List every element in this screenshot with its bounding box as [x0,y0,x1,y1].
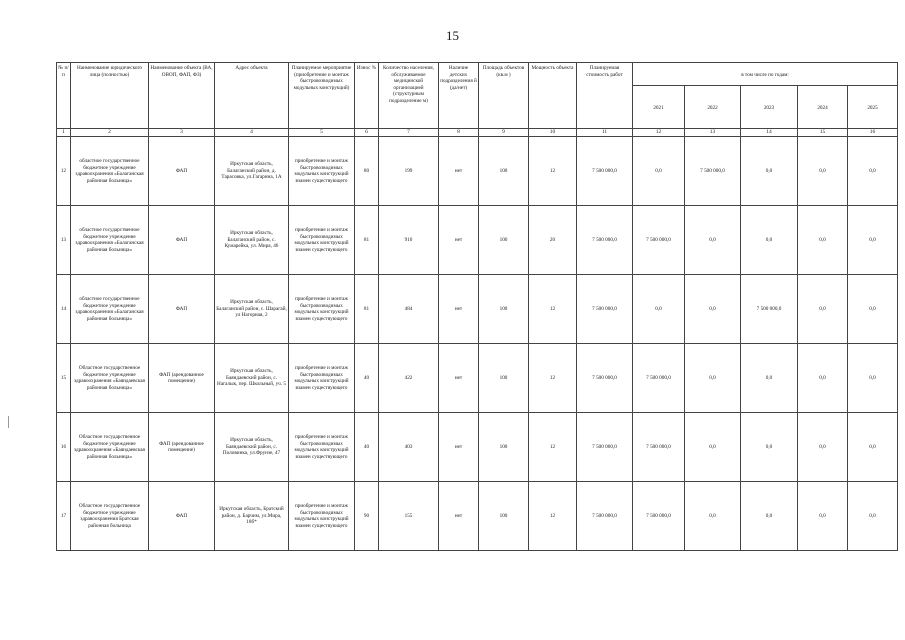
header-legal-entity: Наименование юридического лица (полностью) [71,63,149,129]
row-year-2022: 0,0 [685,206,741,275]
column-number: 7 [379,129,439,137]
row-object-name: ФАП [149,137,215,206]
row-planned-event: приобретение и монтаж быстровозводимых модульных конструкций взамен существующего [289,137,355,206]
row-capacity: 12 [529,413,577,482]
row-address: Иркутская область, Балаганский район, д. Тарасовка, ул.Гагарина, 1А [215,137,289,206]
header-year-2021: 2021 [633,86,685,129]
row-legal-entity: областное государственное бюджетное учреждение здравоохранения «Балаганская районная больница» [71,206,149,275]
margin-mark [8,416,9,428]
row-year-2023: 0,0 [741,413,798,482]
row-population: 155 [379,482,439,551]
row-cost: 7 500 000,0 [577,413,633,482]
column-number: 16 [848,129,898,137]
row-year-2021: 0,0 [633,137,685,206]
table-row [57,482,898,551]
row-population: 403 [379,413,439,482]
row-address: Иркутская область, Баяндаевский район, с. Половинка, ул.Фрунзе, 47 [215,413,289,482]
row-wear: 80 [355,137,379,206]
row-wear: 40 [355,344,379,413]
row-year-2024: 0,0 [798,413,848,482]
row-year-2024: 0,0 [798,482,848,551]
row-cost: 7 500 000,0 [577,344,633,413]
column-number: 15 [798,129,848,137]
row-area: 100 [479,206,529,275]
row-num: 14 [57,275,71,344]
header-population: Количество населения, обслуживаемое медицинской организацией (структурным подразделение м) [379,63,439,129]
row-address: Иркутская область, Баяндаевский район, с. Нагалык, пер. Школьный, уч. 5 [215,344,289,413]
row-year-2021: 7 500 000,0 [633,482,685,551]
row-object-name: ФАП (арендованное помещение) [149,344,215,413]
header-address: Адрес объекта [215,63,289,129]
row-year-2022: 0,0 [685,344,741,413]
row-area: 100 [479,413,529,482]
row-num: 15 [57,344,71,413]
header-object-name: Наименование объекта (ВА, ОВОП, ФАП, ФЗ) [149,63,215,129]
row-num: 13 [57,206,71,275]
row-population: 199 [379,137,439,206]
row-area: 100 [479,275,529,344]
column-number: 13 [685,129,741,137]
row-year-2023: 0,0 [741,344,798,413]
row-year-2023: 0,0 [741,137,798,206]
row-children: нет [439,344,479,413]
row-year-2024: 0,0 [798,137,848,206]
row-planned-event: приобретение и монтаж быстровозводимых модульных конструкций взамен существующего [289,275,355,344]
column-number: 3 [149,129,215,137]
row-year-2022: 7 500 000,0 [685,137,741,206]
row-year-2024: 0,0 [798,275,848,344]
row-capacity: 12 [529,137,577,206]
row-year-2025: 0,0 [848,482,898,551]
row-year-2022: 0,0 [685,275,741,344]
row-area: 100 [479,344,529,413]
header-by-years: в том числе по годам: [633,63,898,86]
table-row [57,137,898,206]
row-object-name: ФАП [149,275,215,344]
row-planned-event: приобретение и монтаж быстровозводимых модульных конструкций взамен существующего [289,413,355,482]
header-capacity: Мощность объекта [529,63,577,129]
row-year-2023: 0,0 [741,206,798,275]
table-row [57,206,898,275]
column-number: 2 [71,129,149,137]
row-object-name: ФАП (арендованное помещение) [149,413,215,482]
row-num: 17 [57,482,71,551]
row-population: 484 [379,275,439,344]
row-cost: 7 500 000,0 [577,206,633,275]
row-num: 16 [57,413,71,482]
header-wear: Износ % [355,63,379,129]
row-population: 422 [379,344,439,413]
document-sheet [56,62,878,551]
column-numbers-row [57,129,898,137]
table-row [57,413,898,482]
column-number: 12 [633,129,685,137]
row-capacity: 12 [529,344,577,413]
row-children: нет [439,137,479,206]
row-year-2023: 7 500 000,0 [741,275,798,344]
row-object-name: ФАП [149,482,215,551]
header-cost: Планируемая стоимость работ [577,63,633,129]
row-wear: 81 [355,275,379,344]
row-legal-entity: Областное государственное бюджетное учреждение здравоохранения Братская районная больница [71,482,149,551]
row-year-2025: 0,0 [848,137,898,206]
column-number: 14 [741,129,798,137]
row-planned-event: приобретение и монтаж быстровозводимых модульных конструкций взамен существующего [289,482,355,551]
column-number: 10 [529,129,577,137]
row-planned-event: приобретение и монтаж быстровозводимых модульных конструкций взамен существующего [289,206,355,275]
row-year-2021: 7 500 000,0 [633,413,685,482]
column-number: 4 [215,129,289,137]
row-address: Иркутская область, Братский район, д. Барчим, ул.Мира, 18б* [215,482,289,551]
row-capacity: 12 [529,275,577,344]
row-area: 100 [479,482,529,551]
row-year-2025: 0,0 [848,275,898,344]
table-row [57,275,898,344]
row-year-2023: 0,0 [741,482,798,551]
row-year-2021: 0,0 [633,275,685,344]
column-number: 5 [289,129,355,137]
row-year-2021: 7 500 000,0 [633,344,685,413]
row-year-2022: 0,0 [685,482,741,551]
header-children: Наличие детских подразделения й (да/нет) [439,63,479,129]
column-number: 11 [577,129,633,137]
row-cost: 7 500 000,0 [577,137,633,206]
row-cost: 7 500 000,0 [577,482,633,551]
row-capacity: 20 [529,206,577,275]
row-wear: 40 [355,413,379,482]
row-population: 910 [379,206,439,275]
table-row [57,344,898,413]
row-year-2025: 0,0 [848,206,898,275]
row-year-2024: 0,0 [798,344,848,413]
row-planned-event: приобретение и монтаж быстровозводимых модульных конструкций взамен существующего [289,344,355,413]
row-year-2022: 0,0 [685,413,741,482]
row-children: нет [439,206,479,275]
row-year-2024: 0,0 [798,206,848,275]
column-number: 1 [57,129,71,137]
column-number: 8 [439,129,479,137]
row-legal-entity: Областное государственное бюджетное учреждение здравоохранения «Баяндаевская районная больница» [71,413,149,482]
header-year-2024: 2024 [798,86,848,129]
row-object-name: ФАП [149,206,215,275]
row-legal-entity: областное государственное бюджетное учреждение здравоохранения «Балаганская районная больница» [71,275,149,344]
row-year-2021: 7 500 000,0 [633,206,685,275]
facilities-table [56,62,898,551]
row-num: 12 [57,137,71,206]
row-legal-entity: Областное государственное бюджетное учреждение здравоохранения «Баяндаевская районная больница» [71,344,149,413]
page-number: 15 [446,28,459,43]
row-legal-entity: областное государственное бюджетное учреждение здравоохранения «Балаганская районная больница» [71,137,149,206]
header-year-2022: 2022 [685,86,741,129]
header-area: Площадь объектов (кв.м ) [479,63,529,129]
header-num: № п/п [57,63,71,129]
row-wear: 81 [355,206,379,275]
row-address: Иркутская область, Балаганский район, с. Шарагай, ул Нагорная, 2 [215,275,289,344]
column-number: 9 [479,129,529,137]
row-cost: 7 500 000,0 [577,275,633,344]
row-wear: 90 [355,482,379,551]
header-planned-event: Планируемое мероприятие (приобретение и монтаж быстровозводимых модульных конструкций) [289,63,355,129]
row-children: нет [439,413,479,482]
row-children: нет [439,275,479,344]
row-children: нет [439,482,479,551]
column-number: 6 [355,129,379,137]
row-year-2025: 0,0 [848,344,898,413]
row-capacity: 12 [529,482,577,551]
header-year-2025: 2025 [848,86,898,129]
row-area: 100 [479,137,529,206]
header-year-2023: 2023 [741,86,798,129]
row-year-2025: 0,0 [848,413,898,482]
row-address: Иркутская область, Балаганский район, с. Кумарейка, ул. Мира, 46 [215,206,289,275]
